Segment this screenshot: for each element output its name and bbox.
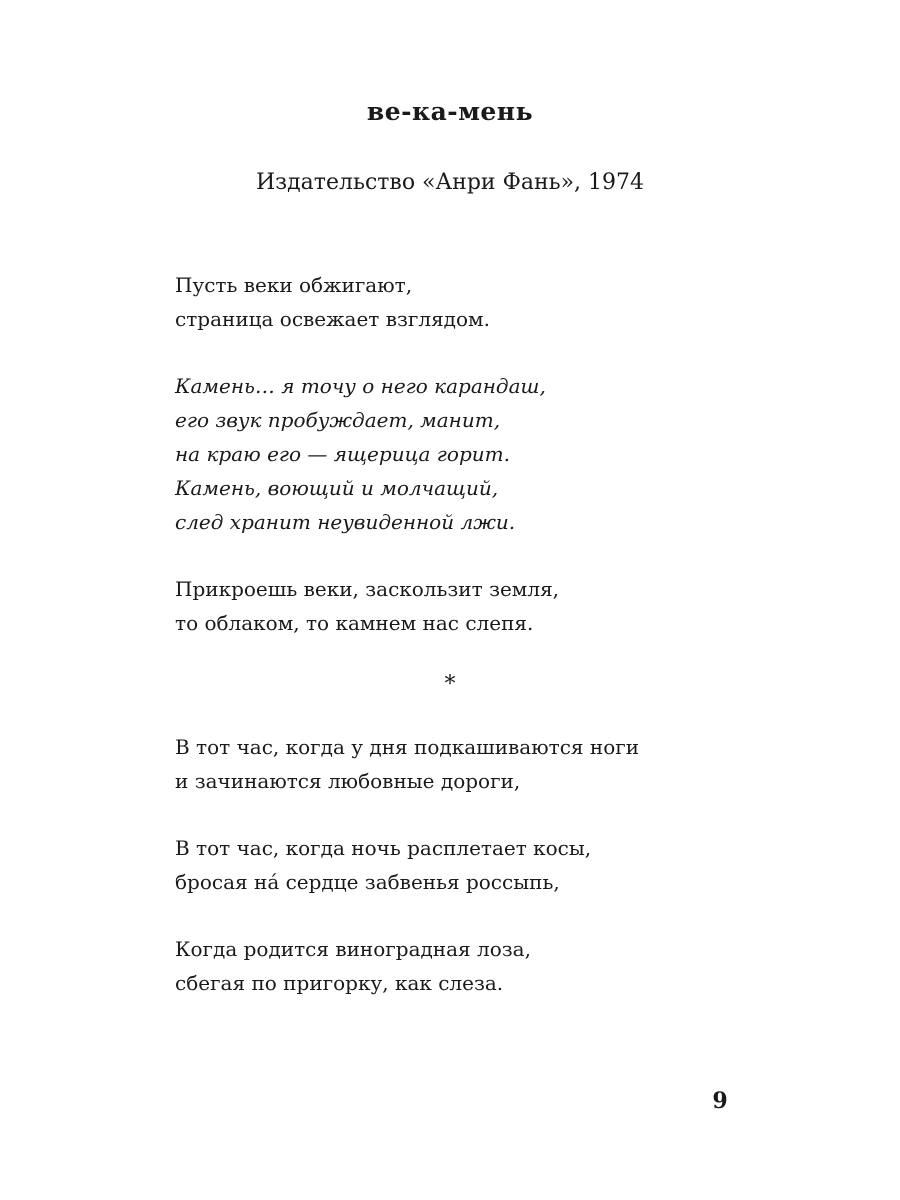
verse-line: след хранит неувиденной лжи. bbox=[175, 510, 516, 534]
poem-title: ве-ка-мень bbox=[366, 97, 534, 126]
poem-first bbox=[175, 268, 775, 673]
verse-line: то облаком, то камнем нас слепя. bbox=[175, 611, 534, 635]
publisher-line: Издательство «Анри Фань», 1974 bbox=[255, 170, 645, 195]
stanza-2-italic bbox=[175, 369, 775, 539]
poem-second bbox=[175, 730, 775, 1033]
stanza-3 bbox=[175, 932, 775, 1000]
verse-line: Когда родится виноградная лоза, bbox=[175, 937, 531, 961]
verse-line: сбегая по пригорку, как слеза. bbox=[175, 971, 504, 995]
verse-line: Камень, воющий и молчащий, bbox=[175, 476, 499, 500]
verse-line: Прикроешь веки, заскользит земля, bbox=[175, 577, 560, 601]
verse-line: и зачинаются любовные дороги, bbox=[175, 769, 521, 793]
stanza-2 bbox=[175, 831, 775, 899]
verse-line: В тот час, когда у дня подкашиваются ноги bbox=[175, 735, 640, 759]
stanza-1 bbox=[175, 268, 775, 336]
verse-line: на краю его — ящерица горит. bbox=[175, 442, 510, 466]
verse-line: Пусть веки обжигают, bbox=[175, 273, 413, 297]
verse-line: Камень… я точу о него карандаш, bbox=[175, 374, 546, 398]
page-number: 9 bbox=[712, 1088, 728, 1114]
stanza-3 bbox=[175, 572, 775, 640]
verse-line: бросая нá сердце забвенья россыпь, bbox=[175, 870, 560, 894]
verse-line: В тот час, когда ночь расплетает косы, bbox=[175, 836, 592, 860]
stanza-1 bbox=[175, 730, 775, 798]
verse-line: его звук пробуждает, манит, bbox=[175, 408, 501, 432]
verse-line: страница освежает взглядом. bbox=[175, 307, 490, 331]
section-separator: * bbox=[444, 672, 456, 697]
